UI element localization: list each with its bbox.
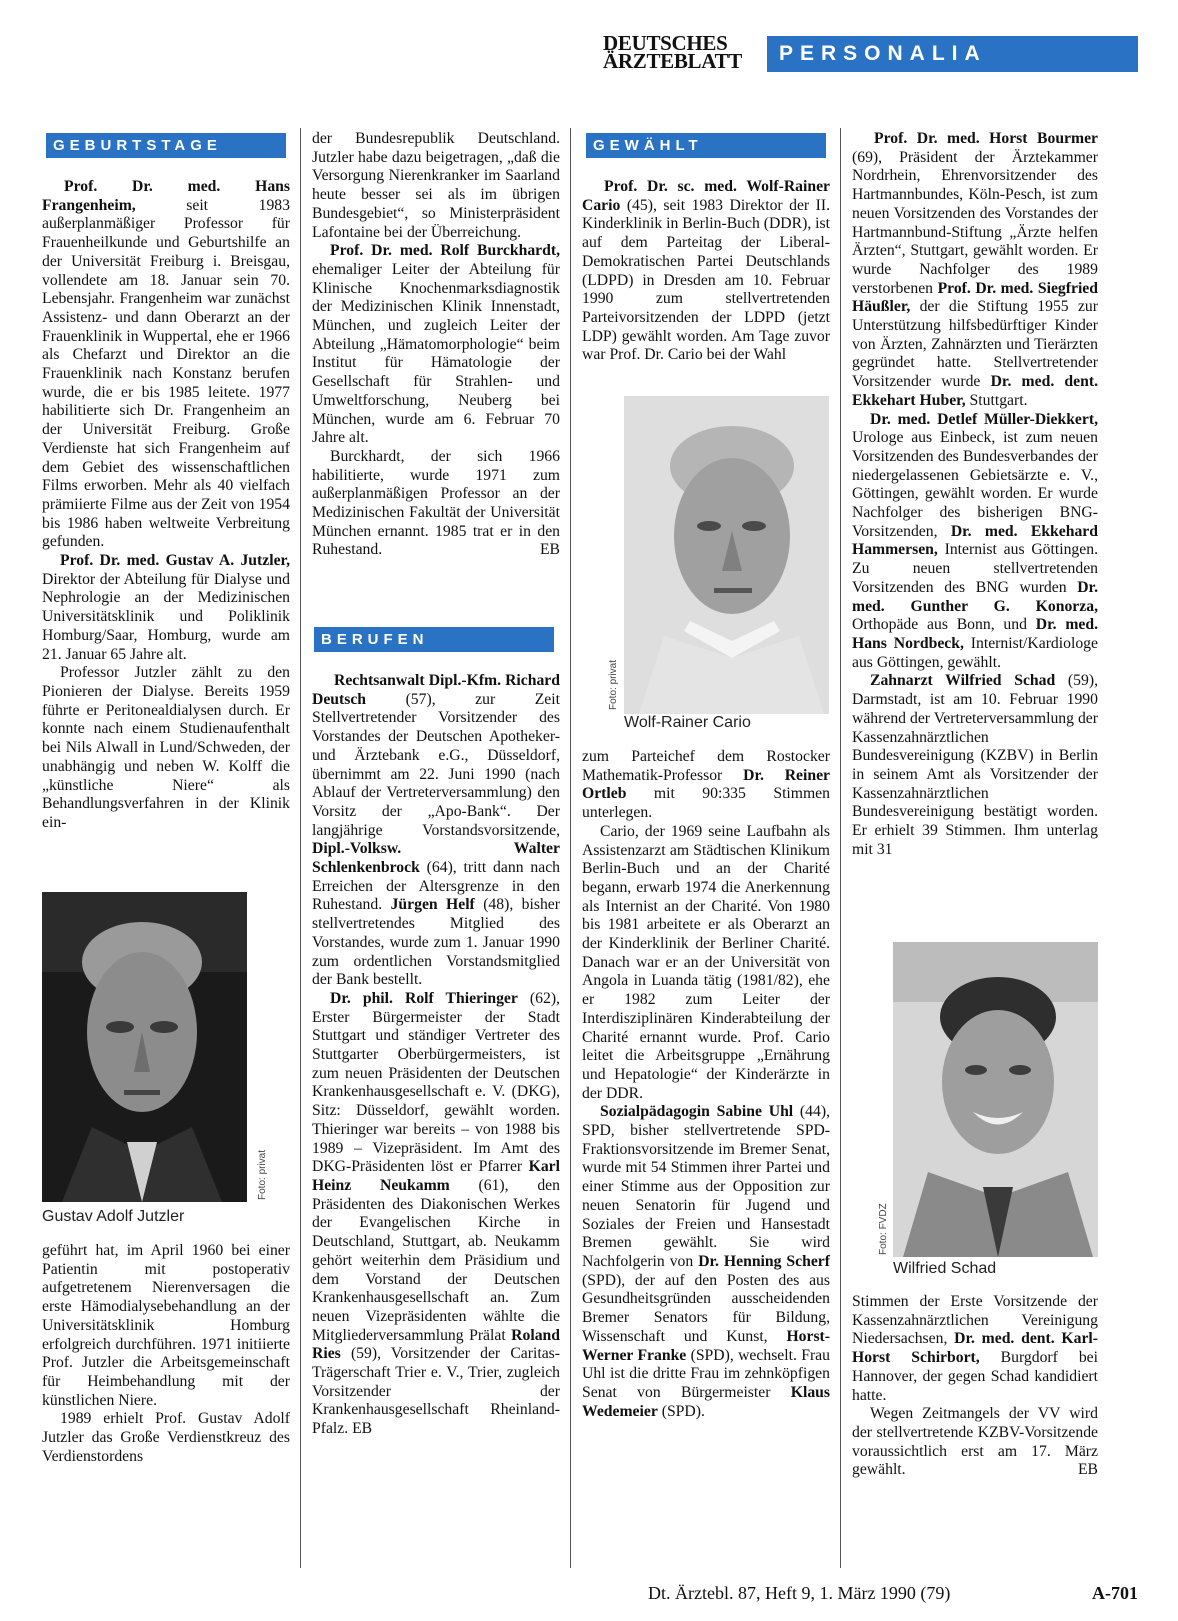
heading-geburtstage: GEBURTSTAGE [46,133,286,158]
photo-credit: Foto: privat [257,1149,268,1200]
photo-schad [893,942,1098,1257]
section-title: PERSONALIA [767,36,1138,72]
article-jutzler: Prof. Dr. med. Gustav A. Jutzler, Direktor der Abteilung für Dialyse und Nephrologie an der Medizinischen Universitätsklinik und Poliklinik Homburg/Saar, Homburg, wurde am 21. Januar 65 Jahre alt. [42,552,290,663]
column-rule [840,128,841,1568]
photo-credit: Foto: privat [608,659,619,710]
photo-cario [624,396,829,714]
article-bourmer: Prof. Dr. med. Horst Bourmer (69), Präsident der Ärztekammer Nordrhein, Ehrenvorsitzender des Hartmannbundes, Köln-Pesch, ist zum neuen Vorsitzenden des Vorstandes der Hartmannbund-Stiftung „Ärzte helfen Ärzten“, Stuttgart, gewählt worden. Er wurde Nachfolger des 1989 verstorbenen Prof. Dr. med. Siegfried Häußler, der die Stiftung 1955 zur Unterstützung hilfsbedürftiger Kinder von Ärzten, Zahnärzten und Tierärzten gegründet hatte. Stellvertretender Vorsitzender wurde Dr. med. dent. Ekkehart Huber, Stuttgart. [852,130,1098,409]
column-4-top [852,130,1098,859]
article-thieringer: Dr. phil. Rolf Thieringer (62), Erster Bürgermeister der Stadt Stuttgart und ständiger Vertreter des Stuttgarter Oberbürgermeisters, ist zum neuen Präsidenten der Deutschen Krankenhausgesellschaft e. V. (DKG), Sitz: Düsseldorf, gewählt worden. Thieringer war bereits – von 1988 bis 1989 – Vizepräsident. Im Amt des DKG-Präsidenten löst er Pfarrer Karl Heinz Neukamm (61), den Präsidenten des Diakonischen Werkes der Evangelischen Kirche in Deutschland, Stuttgart, ab. Neukamm gehört weiterhin dem Präsidium und dem Vorstand der Deutschen Krankenhausgesellschaft an. Zum neuen Vizepräsidenten wählte die Mitgliederversammlung Prälat Roland Ries (59), Vorsitzender der Caritas-Trägerschaft Trier e. V., Trier, zugleich Vorsitzender der Krankenhausgesellschaft Rheinland-Pfalz. EB [312,989,560,1438]
article-deutsch: Rechtsanwalt Dipl.-Kfm. Richard Deutsch (57), zur Zeit Stellvertretender Vorsitzender des Vorstandes der Deutschen Apotheker- und Ärztebank e.G., Düsseldorf, übernimmt am 22. Juni 1990 (nach Ablauf der Vertreterversammlung) den Vorsitz der „Apo-Bank“. Der langjährige Vorstandsvorsitzende, Dipl.-Volksw. Walter Schlenkenbrock (64), tritt dann nach Erreichen der Altersgrenze in den Ruhestand. Jürgen Helf (48), bisher stellvertretendes Mitglied des Vorstandes, wurde zum 1. Januar 1990 zum ordentlichen Vorstandsmitglied der Bank bestellt. [312,672,560,989]
caption-schad: Wilfried Schad [893,1260,997,1277]
masthead [603,31,1138,74]
heading-gewaehlt: GEWÄHLT [586,133,826,158]
journal-logo: DEUTSCHES ÄRZTEBLATT [603,31,742,73]
photo-credit: Foto: FVDZ [878,1203,889,1255]
article-uhl: Sozialpädagogin Sabine Uhl (44), SPD, bisher stellvertretende SPD-Fraktionsvorsitzende im Bremer Senat, wurde mit 54 Stimmen ihrer Partei und einer Stimme aus der Opposition zur neuen Senatorin für Jugend und Soziales der Freien und Hansestadt Bremen gewählt. Sie wird Nachfolgerin von Dr. Henning Scherf (SPD), der auf den Posten des aus Gesundheitsgründen ausscheidenden Bremer Senators für Bildung, Wissenschaft und Kunst, Horst-Werner Franke (SPD), wechselt. Frau Uhl ist die dritte Frau im zehnköpfigen Senat von Bürgermeister Klaus Wedemeier (SPD). [582,1103,830,1420]
caption-cario: Wolf-Rainer Cario [624,714,751,731]
column-2-bottom [312,672,560,1439]
column-3-top [582,178,830,365]
article-jutzler-continued: Professor Jutzler zählt zu den Pionieren der Dialyse. Bereits 1959 führte er Peritonealdialysen durch. Er konnte nach einem Studienaufenthalt bei Nils Alwall in Lund/Schweden, der unabhängig und neben W. Kolff die „künstliche Niere“ als Behandlungsverfahren in der Klinik ein- [42,664,290,831]
column-1-bottom: geführt hat, im April 1960 bei einer Patientin mit postoperativ aufgetretenem Nierenversagen die erste Hämodialysebehandlung an der Universitätsklinik Homburg erfolgreich durchführen. 1971 initiierte Prof. Jutzler die Arbeitsgemeinschaft für Heimbehandlung mit der künstlichen Niere. 1989 erhielt Prof. Gustav Adolf Jutzler das Große Verdienstkreuz des Verdienstordens [42,1242,290,1465]
article-schad: Zahnarzt Wilfried Schad (59), Darmstadt, ist am 10. Februar 1990 während der Vertreterversammlung der Kassenzahnärztlichen Bundesvereinigung (KZBV) in Berlin in seinem Amt als Vorsitzender der Kassenzahnärztlichen Bundesvereinigung bestätigt worden. Er erhielt 39 Stimmen. Ihm unterlag mit 31 [852,672,1098,858]
column-2-top: der Bundesrepublik Deutschland. Jutzler habe dazu beigetragen, „daß die Versorgung Nierenkranker im Saarland heute besser sei als im übrigen Bundesgebiet“, so Ministerpräsident Lafontaine bei der Überreichung. Prof. Dr. med. Rolf Burckhardt, ehemaliger Leiter der Abteilung für Klinische Knochenmarksdiagnostik der Medizinischen Klinik Innenstadt, München, und zugleich Leiter der Abteilung „Hämatomorphologie“ beim Institut für Hämatologie der Gesellschaft für Strahlen- und Umweltforschung, Neuberg bei München, wurde am 6. Februar 70 Jahre alt. Burckhardt, der sich 1966 habilitierte, wurde 1971 zum außerplanmäßigen Professor an der Medizinischen Fakultät der Universität München ernannt. 1985 trat er in den Ruhestand. EB [312,130,560,559]
heading-berufen: BERUFEN [314,627,554,652]
column-3-bottom: zum Parteichef dem Rostocker Mathematik-Professor Dr. Reiner Ortleb mit 90:335 Stimmen unterlegen. Cario, der 1969 seine Laufbahn als Assistenzarzt am Städtischen Klinikum Berlin-Buch und an der Charité begann, erwarb 1974 die Anerkennung als Internist an der Charité. Von 1980 bis 1981 arbeitete er als Oberarzt an der Kinderklinik der Berliner Charité. Danach war er an der Universität von Angola in Luanda tätig (1981/82), ehe er 1982 zum Leiter der Interdisziplinären Kinderabteilung der Charité ernannt wurde. Prof. Cario leitet die Arbeitsgruppe „Ernährung und Hepatologie“ der Kinderärzte in der DDR. Sozialpädagogin Sabine Uhl (44), SPD, bisher stellvertretende SPD-Fraktionsvorsitzende im Bremer Senat, wurde mit 54 Stimmen ihrer Partei und einer Stimme aus der Opposition zur neuen Senatorin für Jugend und Soziales der Freien und Hansestadt Bremen gewählt. Sie wird Nachfolgerin von Dr. Henning Scherf (SPD), der auf den Posten des aus Gesundheitsgründen ausscheidenden Bremer Senators für Bildung, Wissenschaft und Kunst, Horst-Werner Franke (SPD), wechselt. Frau Uhl ist die dritte Frau im zehnköpfigen Senat von Bürgermeister Klaus Wedemeier (SPD). [582,748,830,1420]
caption-jutzler: Gustav Adolf Jutzler [42,1208,185,1225]
article-burckhardt: Prof. Dr. med. Rolf Burckhardt, ehemaliger Leiter der Abteilung für Klinische Knochenmarksdiagnostik der Medizinischen Klinik Innenstadt, München, und zugleich Leiter der Abteilung „Hämatomorphologie“ beim Institut für Hämatologie der Gesellschaft für Strahlen- und Umweltforschung, Neuberg bei München, wurde am 6. Februar 70 Jahre alt. [312,242,560,447]
page-footer [648,1583,1138,1605]
article-frangenheim: Prof. Dr. med. Hans Frangenheim, seit 1983 außerplanmäßiger Professor für Frauenheilkunde und Geburtshilfe an der Universität Freiburg i. Breisgau, vollendete am 18. Januar sein 70. Lebensjahr. Frangenheim war zunächst Assistenz- und dann Oberarzt an der Frauenklinik in Wuppertal, ehe er 1966 als Chefarzt und Direktor an die Frauenklinik nach Konstanz berufen wurde, die er bis 1985 leitete. 1977 habilitierte sich Dr. Frangenheim an der Universität Freiburg. Große Verdienste hat sich Frangenheim auf dem Gebiet des wissenschaftlichen Films erworben. Mehr als 40 vielfach prämiierte Filme aus der Zeit von 1954 bis 1986 haben weltweite Verbreitung gefunden. [42,178,290,551]
column-1-top [42,178,290,833]
column-rule [300,128,301,1568]
article-cario: Prof. Dr. sc. med. Wolf-Rainer Cario (45), seit 1983 Direktor der II. Kinderklinik in Berlin-Buch (DDR), ist auf dem Parteitag der Liberal-Demokratischen Partei Deutschlands (LDPD) in Dresden am 10. Februar 1990 zum stellvertretenden Parteivorsitzenden der LDPD (jetzt LDP) gewählt worden. Am Tage zuvor war Prof. Dr. Cario bei der Wahl [582,178,830,364]
page-number: A-701 [1092,1583,1138,1603]
photo-jutzler [42,892,247,1202]
article-mueller-diekkert: Dr. med. Detlef Müller-Diekkert, Urologe aus Einbeck, ist zum neuen Vorsitzenden des Bundesverbandes der niedergelassenen Gebietsärzte e. V., Göttingen, gewählt worden. Er wurde Nachfolger des bisherigen BNG-Vorsitzenden, Dr. med. Ekkehard Hammersen, Internist aus Göttingen. Zu neuen stellvertretenden Vorsitzenden des BNG wurden Dr. med. Gunther G. Konorza, Orthopäde aus Bonn, und Dr. med. Hans Nordbeck, Internist/Kardiologe aus Göttingen, gewählt. [852,410,1098,671]
citation: Dt. Ärztebl. 87, Heft 9, 1. März 1990 (79) [648,1583,951,1603]
column-4-bottom: Stimmen der Erste Vorsitzende der Kassenzahnärztlichen Vereinigung Niedersachsen, Dr. med. dent. Karl-Horst Schirbort, Burgdorf bei Hannover, der gegen Schad kandidiert hatte. Wegen Zeitmangels der VV wird der stellvertretende KZBV-Vorsitzende voraussichtlich erst am 17. März gewählt. EB [852,1293,1098,1479]
column-rule [570,128,571,1568]
